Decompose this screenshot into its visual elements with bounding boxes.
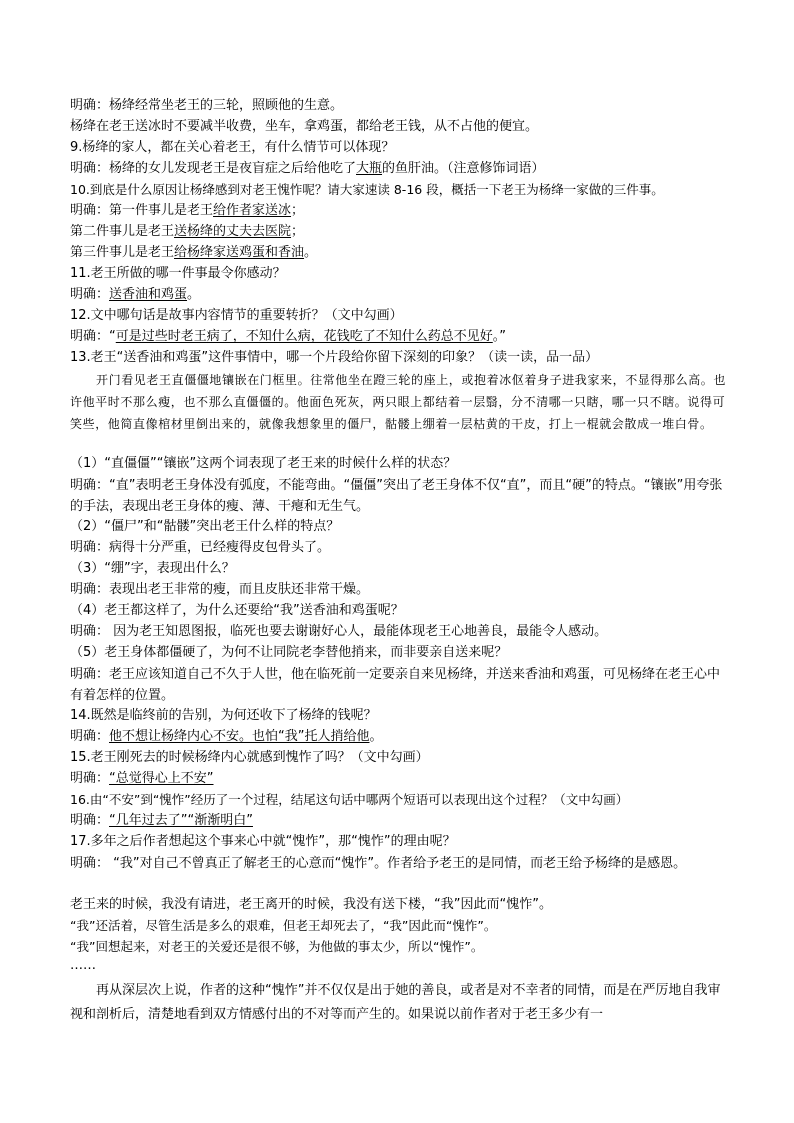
reason-1: 老王来的时候，我没有请进，老王离开的时候，我没有送下楼，“我”因此而“愧怍”。	[70, 897, 552, 912]
answer-15	[70, 769, 726, 789]
answer-text: 。	[304, 245, 318, 260]
question-17: 17.多年之后作者想起这个事来心中就“愧怍”，那“愧怍”的理由呢？	[70, 834, 456, 849]
underlined-text: 给杨绛家送鸡蛋和香油	[174, 245, 305, 260]
underlined-text: “总觉得心上不安”	[109, 771, 214, 786]
underlined-text: 他不想让杨绛内心不安。也怕“我”托人捎给他	[109, 729, 370, 744]
question-11: 11.老王所做的哪一件事最令你感动？	[70, 266, 286, 281]
answer-12	[70, 327, 726, 347]
question-16: 16.由“不安”到“愧怍”经历了一个过程，结尾这句话中哪两个短语可以表现出这个过程？（文中勾画）	[70, 792, 629, 807]
underlined-text: 送杨绛的丈夫去医院	[174, 224, 292, 239]
closing-paragraph: 再从深层次上说，作者的这种“愧怍”并不仅仅是出于她的善良，或者是对不幸者的同情，而是在严厉地自我审视和剖析后，清楚地看到双方情感付出的不对等而产生的。如果说以前作者对于老王多少有一	[70, 983, 721, 1022]
quoted-passage: 开门看见老王直僵僵地镶嵌在门框里。往常他坐在蹬三轮的座上，或抱着冰伛着身子进我家来，不显得那么高。也许他平时不那么瘦，也不那么直僵僵的。他面色死灰，两只眼上都结着一层翳，分不清哪一只瞎，哪一只不瞎。说得可笑些，他简直像棺材里倒出来的，就像我想象里的僵尸，骷髅上绷着一层枯黄的干皮，打上一棍就会散成一堆白骨。	[70, 373, 727, 431]
question-13: 13.老王“送香油和鸡蛋”这件事情中，哪一个片段给你留下深刻的印象？（读一读，品一品）	[70, 350, 599, 365]
answer-13-3: 明确：表现出老王非常的瘦，而且皮肤还非常干燥。	[70, 582, 370, 597]
answer-13-1: 明确：“直”表明老王身体没有弧度，不能弯曲。“僵僵”突出了老王身体不仅“直”，而且“硬”的特点。“镶嵌”用夸张的手法，表现出老王身体的瘦、薄、干瘪和无生气。	[70, 478, 723, 514]
underlined-text: 送香油和鸡蛋	[109, 287, 188, 302]
answer-16	[70, 811, 726, 831]
answer-13-2: 明确：病得十分严重，已经瘦得皮包骨头了。	[70, 540, 331, 555]
question-9: 9.杨绛的家人，都在关心着老王，有什么情节可以体现？	[70, 140, 395, 155]
answer-10-item-2	[70, 222, 726, 242]
answer-text: 明确：	[70, 771, 110, 786]
answer-13-4: 明确： 因为老王知恩图报，临死也要去谢谢好心人，最能体现老王心地善良，最能令人感动。	[70, 624, 608, 639]
answer-17: 明确： “我”对自己不曾真正了解老王的心意而“愧怍”。作者给予老王的是同情，而老王给予杨绛的是感恩。	[70, 856, 687, 871]
answer-11	[70, 285, 726, 305]
answer-text: 明确：第一件事儿是老王	[70, 203, 214, 218]
answer-line: 明确：杨绛经常坐老王的三轮，照顾他的生意。	[70, 98, 344, 113]
answer-text: 明确：	[70, 287, 110, 302]
answer-text: ；	[291, 224, 305, 239]
answer-10-item-3	[70, 243, 726, 263]
reason-3: “我”回想起来，对老王的关爱还是很不够，为他做的事太少，所以“愧怍”。	[70, 939, 484, 954]
reason-2: “我”还活着，尽管生活是多么的艰难，但老王却死去了，“我”因此而“愧怍”。	[70, 918, 497, 933]
question-13-5: （5）老王身体都僵硬了，为何不让同院老李替他捎来，而非要亲自送来呢？	[70, 645, 508, 660]
question-13-4: （4）老王都这样了，为什么还要给“我”送香油和鸡蛋呢？	[70, 603, 404, 618]
answer-text: 。”	[492, 329, 507, 344]
answer-13-5: 明确：老王应该知道自己不久于人世，他在临死前一定要亲自来见杨绛，并送来香油和鸡蛋，可见杨绛在老王心中有着怎样的位置。	[70, 667, 721, 703]
question-13-3: （3）“绷”字，表现出什么？	[70, 561, 235, 576]
underlined-text: 大瓶	[356, 161, 383, 176]
answer-9	[70, 159, 726, 179]
answer-text: 明确：“	[70, 329, 116, 344]
answer-text: 明确：	[70, 813, 110, 828]
answer-text: 第三件事儿是老王	[70, 245, 175, 260]
answer-text: ；	[291, 203, 305, 218]
question-12: 12.文中哪句话是故事内容情节的重要转折？（文中勾画）	[70, 308, 403, 323]
underlined-text: 给作者家送冰	[213, 203, 292, 218]
answer-text: 。	[369, 729, 383, 744]
answer-text: 的鱼肝油。（注意修饰词语）	[382, 161, 545, 176]
answer-text: 明确：杨绛的女儿发现老王是夜盲症之后给他吃了	[70, 161, 357, 176]
answer-text: 第二件事儿是老王	[70, 224, 175, 239]
ellipsis: ……	[70, 958, 96, 973]
question-15: 15.老王刚死去的时候杨绛内心就感到愧怍了吗？（文中勾画）	[70, 750, 429, 765]
answer-14	[70, 727, 726, 747]
question-13-1: （1）“直僵僵”“镶嵌”这两个词表现了老王来的时候什么样的状态？	[70, 456, 457, 471]
question-10: 10.到底是什么原因让杨绛感到对老王愧怍呢？请大家速读 8-16 段，概括一下老王为杨绛一家做的三件事。	[70, 182, 664, 197]
underlined-text: 可是过些时老王病了，不知什么病，花钱吃了不知什么药总不见好	[115, 329, 493, 344]
question-14: 14.既然是临终前的告别，为何还收下了杨绛的钱呢？	[70, 708, 377, 723]
answer-text: 明确：	[70, 729, 110, 744]
question-13-2: （2）“僵尸”和“骷髅”突出老王什么样的特点？	[70, 519, 340, 534]
answer-10-item-1	[70, 201, 726, 221]
underlined-text: “几年过去了”“渐渐明白”	[109, 813, 253, 828]
answer-line: 杨绛在老王送冰时不要减半收费，坐车，拿鸡蛋，都给老王钱，从不占他的便宜。	[70, 119, 539, 134]
answer-text: 。	[187, 287, 201, 302]
